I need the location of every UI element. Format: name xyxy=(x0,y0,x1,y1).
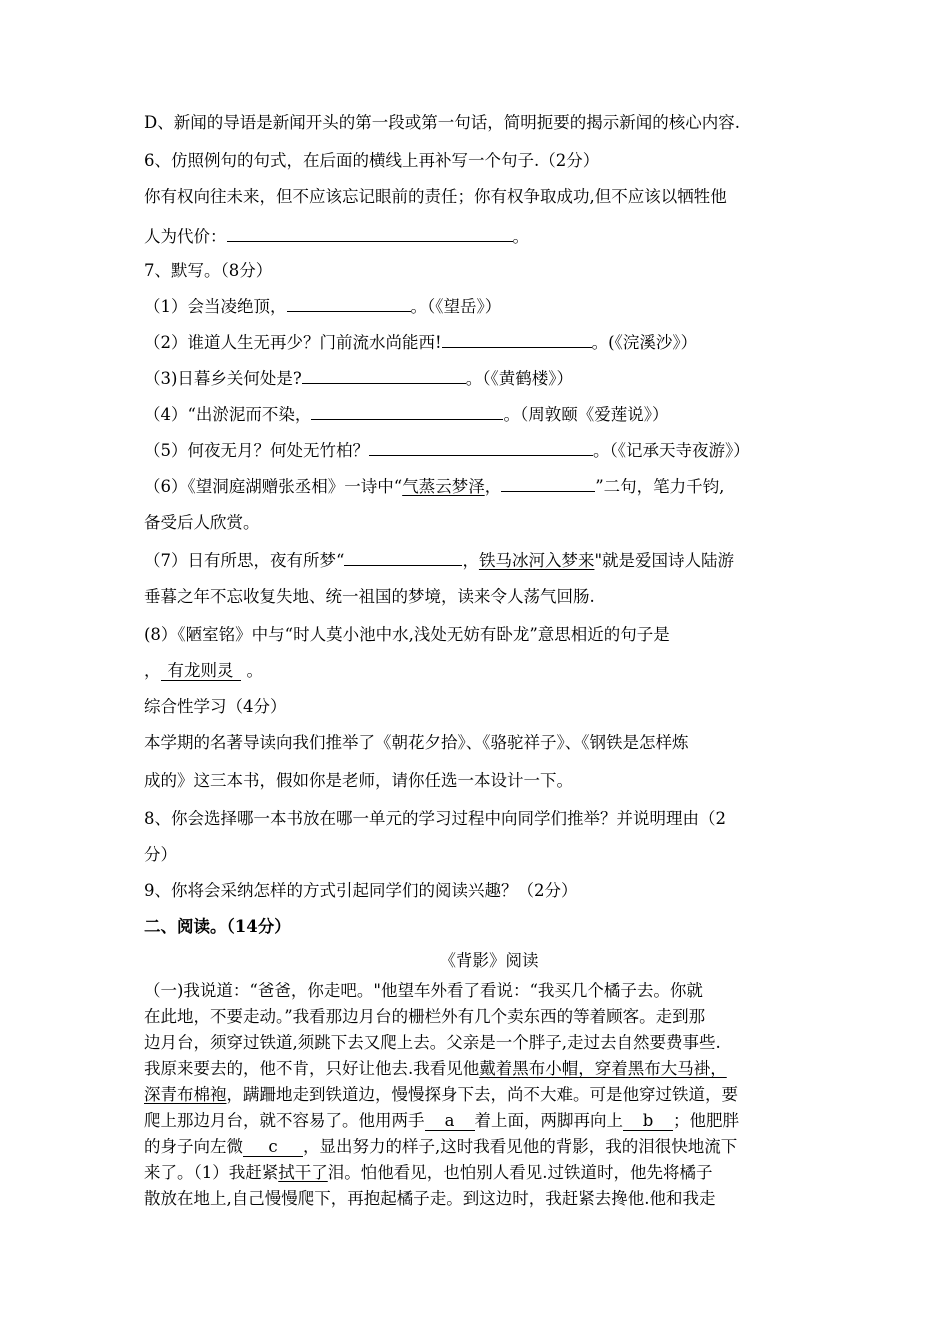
q9: 9、你将会采纳怎样的方式引起同学们的阅读兴趣？（2分） xyxy=(144,881,578,900)
q7-item-8-line1: (8）《陋室铭》中与“时人莫小池中水,浅处无妨有卧龙”意思相近的句子是 xyxy=(144,625,670,644)
reading-blank-a: a xyxy=(425,1112,475,1131)
q7-item-6-line2: 备受后人欣赏。 xyxy=(144,513,260,532)
reading-line-2: 在此地，不要走动。”我看那边月台的栅栏外有几个卖东西的等着顾客。走到那 xyxy=(144,1007,706,1026)
q7-item-6: （6）《望洞庭湖赠张丞相》一诗中“气蒸云梦泽， ”二句，笔力千钧, xyxy=(144,474,834,496)
q7-item-5: （5）何夜无月？何处无竹柏？ 。（《记承天寺夜游》） xyxy=(144,438,834,460)
q6-answer-blank[interactable] xyxy=(227,224,513,242)
q7-item-7-blank[interactable] xyxy=(344,548,462,566)
q7-item-3: （3)日暮乡关何处是? 。（《黄鹤楼》） xyxy=(144,366,834,388)
reading-line-1: （一)我说道：“爸爸，你走吧。"他望车外看了看说：“我买几个橘子去。你就 xyxy=(144,981,703,1000)
q7-item-2: （2）谁道人生无再少？门前流水尚能西! 。(《浣溪沙》） xyxy=(144,330,834,352)
q7-item-1-blank[interactable] xyxy=(287,294,411,312)
q8-line2: 分） xyxy=(144,845,177,864)
reading-line-5: 深青布棉袍，蹒跚地走到铁道边，慢慢探身下去，尚不大难。可是他穿过铁道，要 xyxy=(144,1085,738,1104)
q7-item-8-line2: ， 有龙则灵 。 xyxy=(144,661,263,680)
q7-item-1: （1）会当凌绝顶， 。（《望岳》） xyxy=(144,294,834,316)
q7-item-5-blank[interactable] xyxy=(369,438,593,456)
q7-item-3-blank[interactable] xyxy=(302,366,466,384)
reading-line-4: 我原来要去的，他不肯，只好让他去.我看见他戴着黑布小帽，穿着黑布大马褂， xyxy=(144,1059,727,1078)
comprehensive-study-title: 综合性学习（4分） xyxy=(144,697,287,716)
q8-line1: 8、你会选择哪一本书放在哪一单元的学习过程中向同学们推举？并说明理由（2 xyxy=(144,809,726,828)
q7-item-8-answer: 有龙则灵 xyxy=(161,662,241,681)
reading-title: 《背影》阅读 xyxy=(439,951,539,970)
q7-item-7: （7）日有所思，夜有所梦“ ，铁马冰河入梦来"就是爱国诗人陆游 xyxy=(144,548,834,570)
reading-blank-c: c xyxy=(243,1138,303,1157)
reading-line-9: 散放在地上,自己慢慢爬下，再抱起橘子走。到这边时，我赶紧去搀他.他和我走 xyxy=(144,1189,716,1208)
q6-example-line2: 人为代价： 。 xyxy=(144,224,834,246)
reading-line-6: 爬上那边月台，就不容易了。他用两手 a 着上面，两脚再向上 b ；他肥胖 xyxy=(144,1111,739,1130)
reading-line-3: 边月台，须穿过铁道,须跳下去又爬上去。父亲是一个胖子,走过去自然要费事些. xyxy=(144,1033,721,1052)
reading-line-7: 的身子向左微 c ，显出努力的样子,这时我看见他的背影，我的泪很快地流下 xyxy=(144,1137,738,1156)
reading-blank-b: b xyxy=(623,1112,673,1131)
q7-item-4-blank[interactable] xyxy=(311,402,503,420)
q7-item-4: （4）“出淤泥而不染， 。（周敦颐《爱莲说》） xyxy=(144,402,834,424)
q6-title: 6、仿照例句的句式，在后面的横线上再补写一个句子.（2分） xyxy=(144,151,600,170)
q7-item-2-blank[interactable] xyxy=(442,330,592,348)
comprehensive-study-line1: 本学期的名著导读向我们推举了《朝花夕拾》、《骆驼祥子》、《钢铁是怎样炼 xyxy=(144,733,689,752)
reading-line-8: 来了。（1）我赶紧拭干了泪。怕他看见，也怕别人看见.过铁道时，他先将橘子 xyxy=(144,1163,713,1182)
q7-item-6-blank[interactable] xyxy=(501,474,595,492)
comprehensive-study-line2: 成的》这三本书，假如你是老师，请你任选一本设计一下。 xyxy=(144,771,573,790)
q7-item-7-line2: 垂暮之年不忘收复失地、统一祖国的梦境，读来令人荡气回肠. xyxy=(144,587,595,606)
q5-option-d: D、新闻的导语是新闻开头的第一段或第一句话，简明扼要的揭示新闻的核心内容. xyxy=(144,113,740,132)
q6-example-line1: 你有权向往未来，但不应该忘记眼前的责任；你有权争取成功,但不应该以牺牲他 xyxy=(144,187,727,206)
q7-title: 7、默写。（8分） xyxy=(144,261,273,280)
section-2-title: 二、阅读。（14分） xyxy=(144,917,291,936)
